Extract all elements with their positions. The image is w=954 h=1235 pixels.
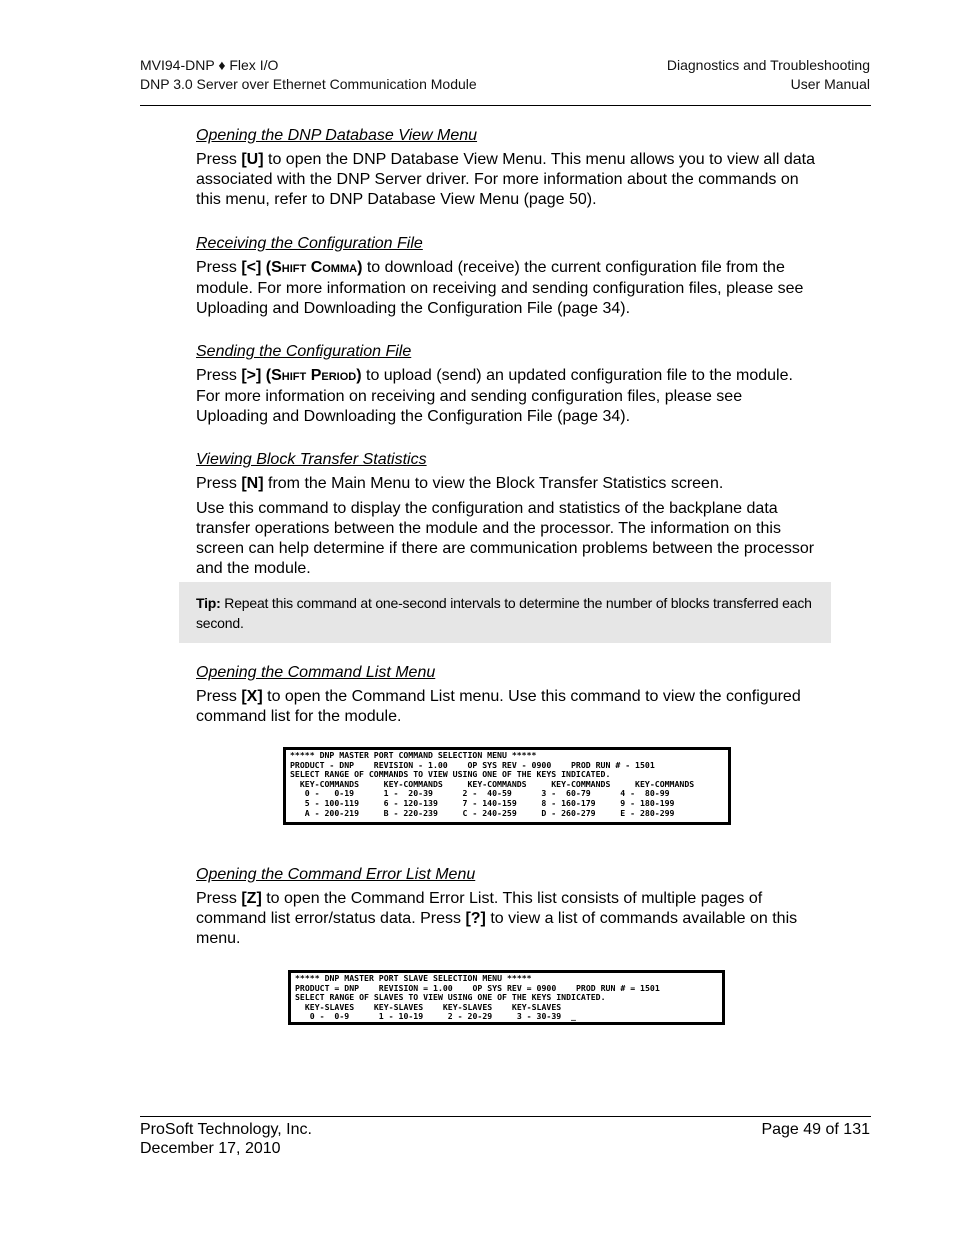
- section-send-config: [196, 342, 816, 427]
- key-label: [N]: [241, 475, 264, 492]
- section-receive-config: [196, 234, 816, 319]
- section-paragraph: Press [<] (SHIFT COMMA) to download (receive) the current configuration file from the module. For more information on receiving and sending configuration files, please see Uploading and Downloading the Configuration File (page 34).: [196, 259, 804, 317]
- terminal-line: SELECT RANGE OF COMMANDS TO VIEW USING ONE OF THE KEYS INDICATED.: [290, 769, 611, 780]
- terminal-line: KEY-COMMANDS KEY-COMMANDS KEY-COMMANDS KEY-COMMANDS KEY-COMMANDS: [290, 778, 695, 789]
- header-product: MVI94-DNP ♦ Flex I/O: [140, 57, 279, 73]
- slave-selection-screenshot: [288, 970, 725, 1025]
- section-title: Opening the Command List Menu: [196, 664, 436, 681]
- footer-rule: [140, 1116, 871, 1117]
- section-paragraph: Use this command to display the configuration and statistics of the backplane data transfer operations between the module and the processor. The information on this screen can help determine if there are communication problems between the processor and the module.: [196, 500, 815, 577]
- header-chapter: Diagnostics and Troubleshooting: [666, 57, 870, 73]
- terminal-line: 0 - 0-9 1 - 10-19 2 - 20-29 3 - 30-39 _: [295, 1011, 576, 1022]
- terminal-line: ***** DNP MASTER PORT SLAVE SELECTION MENU *****: [295, 973, 532, 983]
- tip-box: [179, 582, 831, 643]
- section-paragraph: Press [>] (SHIFT PERIOD) to upload (send) an updated configuration file to the module. For more information on receiving and sending configuration files, please see Uploading and Downloading the Configuration File (page 34).: [196, 367, 793, 425]
- header-manual: User Manual: [790, 76, 870, 92]
- terminal-line: KEY-SLAVES KEY-SLAVES KEY-SLAVES KEY-SLAVES: [295, 1001, 562, 1012]
- key-label: [U]: [241, 151, 264, 168]
- section-bt-stats: [196, 450, 816, 579]
- header-module: DNP 3.0 Server over Ethernet Communication Module: [140, 76, 477, 92]
- terminal-screen: [286, 750, 728, 822]
- section-command-error-list: [196, 865, 816, 949]
- page-footer-left: [140, 1120, 312, 1158]
- footer-company: ProSoft Technology, Inc.: [140, 1121, 312, 1138]
- key-label: [X]: [241, 688, 263, 705]
- tip-label: Tip:: [196, 595, 221, 611]
- section-paragraph: Press [N] from the Main Menu to view the Block Transfer Statistics screen.: [196, 475, 724, 492]
- terminal-line: 0 - 0-19 1 - 20-39 2 - 40-59 3 - 60-79 4 - 80-99: [290, 788, 670, 799]
- terminal-line: PRODUCT - DNP REVISION - 1.00 OP SYS REV - 0900 PROD RUN # - 1501: [290, 759, 655, 770]
- key-label: [<] (SHIFT COMMA): [241, 259, 363, 276]
- terminal-line: PRODUCT = DNP REVISION = 1.00 OP SYS REV = 0900 PROD RUN # = 1501: [295, 982, 660, 993]
- terminal-screen: [291, 973, 722, 1022]
- terminal-line: ***** DNP MASTER PORT COMMAND SELECTION MENU *****: [290, 750, 537, 760]
- page-header-right: [667, 56, 870, 94]
- page-number: Page 49 of 131: [761, 1121, 870, 1138]
- terminal-line: 5 - 100-119 6 - 120-139 7 - 140-159 8 - 160-179 9 - 180-199: [290, 797, 675, 808]
- section-db-view: [196, 126, 816, 210]
- section-paragraph: Press [Z] to open the Command Error List. This list consists of multiple pages of command list error/status data. Press [?] to view a list of commands available on this menu.: [196, 890, 798, 947]
- section-command-list: [196, 663, 816, 727]
- section-title: Viewing Block Transfer Statistics: [196, 451, 427, 468]
- key-label: [>] (SHIFT PERIOD): [241, 367, 362, 384]
- key-label: [?]: [465, 910, 486, 927]
- section-title: Opening the DNP Database View Menu: [196, 127, 478, 144]
- terminal-line: A - 200-219 B - 220-239 C - 240-259 D - 260-279 E - 280-299: [290, 807, 675, 818]
- terminal-line: SELECT RANGE OF SLAVES TO VIEW USING ONE OF THE KEYS INDICATED.: [295, 992, 606, 1003]
- section-title: Receiving the Configuration File: [196, 235, 423, 252]
- footer-date: December 17, 2010: [140, 1140, 281, 1157]
- section-paragraph: Press [U] to open the DNP Database View Menu. This menu allows you to view all data associated with the DNP Server driver. For more information about the commands on this menu, refer to DNP Database View Menu (page 50).: [196, 151, 815, 208]
- header-rule: [140, 105, 871, 106]
- key-label: [Z]: [241, 890, 262, 907]
- page-header-left: [140, 56, 477, 94]
- section-title: Sending the Configuration File: [196, 343, 412, 360]
- tip-text: Repeat this command at one-second intervals to determine the number of blocks transferred each second.: [196, 595, 812, 631]
- section-title: Opening the Command Error List Menu: [196, 866, 476, 883]
- command-selection-screenshot: [283, 747, 731, 825]
- section-paragraph: Press [X] to open the Command List menu. Use this command to view the configured command list for the module.: [196, 688, 801, 725]
